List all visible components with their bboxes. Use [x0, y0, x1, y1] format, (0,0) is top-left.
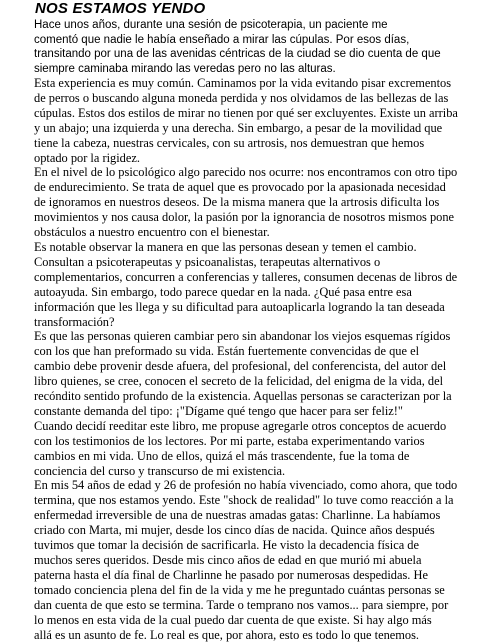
body-line: termina, que nos estamos yendo. Este "shock de realidad" lo tuve como reacción a la [34, 493, 454, 508]
body-line: paterna hasta el día final de Charlinne he pasado por numerosas despedidas. He [34, 567, 428, 582]
document-title: NOS ESTAMOS YENDO [35, 0, 206, 17]
body-line: conciencia del curso y transcurso de mi existencia. [34, 463, 286, 478]
body-line: transformación? [34, 314, 115, 329]
body-line: Es que las personas quieren cambiar pero sin abandonar los viejos esquemas rígidos [34, 329, 451, 344]
body-line: enfermedad irreversible de una de nuestras amadas gatas: Charlinne. La habíamos [34, 508, 441, 523]
body-line: información que les llega y su dificultad para autoaplicarla logrando la tan deseada [34, 299, 445, 314]
body-line: de perros o buscando alguna moneda perdida y nos olvidamos de las bellezas de las [34, 90, 449, 105]
body-line: muchos seres queridos. Desde mis cinco años de edad en que murió mi abuela [34, 553, 422, 567]
body-line: tomado conciencia plena del fin de la vida y me he preguntado cuántas personas se [34, 582, 445, 597]
body-line: libro quienes, se cree, conocen el secreto de la felicidad, del enigma de la vida, del [34, 374, 444, 389]
body-line: con los que han preformado su vida. Están fuertemente convencidas de que el [34, 344, 420, 359]
body-line: movimientos y nos causa dolor, la pasión por la ignorancia de nosotros mismos pone [34, 210, 455, 225]
body-line: dan cuenta de que esto se termina. Tarde o temprano nos vamos... para siempre, por [34, 597, 449, 612]
intro-paragraph [34, 18, 482, 76]
body-line: Esta experiencia es muy común. Caminamos por la vida evitando pisar excrementos [34, 76, 452, 90]
body-line: con los testimonios de los lectores. Por mi parte, estaba experimentando varios [34, 433, 425, 448]
body-line: optado por la rigidez. [34, 150, 140, 165]
body-line: lo menos en esta vida de la cual puedo dar cuenta de que existe. Si hay algo más [34, 612, 432, 627]
body-line: cambios en mi vida. Uno de ellos, quizá el más trascendente, fue la toma de [34, 448, 410, 463]
intro-line: siempre caminaba mirando las veredas pero no las alturas. [34, 62, 336, 75]
body-line: En el nivel de lo psicológico algo parecido nos ocurre: nos encontramos con otro tipo [34, 165, 458, 180]
body-line: tiene la cabeza, nuestras cervicales, con su artrosis, nos demuestran que hemos [34, 135, 425, 150]
body-line: constante demanda del tipo: ¡"Dígame qué tengo que hacer para ser feliz!" [34, 403, 403, 418]
body-line: de endurecimiento. Se trata de aquel que es provocado por la apasionada necesidad [34, 180, 446, 195]
body-line: cambio debe provenir desde afuera, del profesional, del conferencista, del autor del [34, 359, 447, 374]
body-line: allá es un asunto de fe. Lo real es que, por ahora, esto es todo lo que tenemos. [34, 627, 420, 642]
body-line: autoayuda. Sin embargo, todo parece quedar en la nada. ¿Qué pasa entre esa [34, 284, 412, 299]
intro-line: Hace unos años, durante una sesión de psicoterapia, un paciente me [34, 19, 388, 31]
body-line: y un abajo; una izquierda y una derecha. Sin embargo, a pesar de la movilidad que [34, 120, 443, 135]
intro-line: transitando por una de las avenidas céntricas de la ciudad se dio cuenta de que [34, 48, 441, 60]
body-line: Consultan a psicoterapeutas y psicoanalistas, terapeutas alternativos o [34, 254, 381, 269]
intro-line: comentó que nadie le había enseñado a mirar las cúpulas. Por esos días, [34, 33, 410, 46]
body-line: criado con Marta, mi mujer, desde los cinco días de nacida. Quince años después [34, 523, 435, 538]
body-line: Cuando decidí reeditar este libro, me propuse agregarle otros conceptos de acuerdo [34, 418, 447, 433]
body-line: Es notable observar la manera en que las personas desean y temen el cambio. [34, 239, 417, 254]
body-text [34, 76, 482, 642]
body-line: complementarios, concurren a conferencias y talleres, consumen decenas de libros de [34, 269, 458, 284]
body-line: En mis 54 años de edad y 26 de profesión no había vivenciado, como ahora, que todo [34, 478, 458, 493]
body-line: cúpulas. Estos dos estilos de mirar no tienen por qué ser excluyentes. Existe un arriba [34, 105, 458, 120]
body-line: de ignoramos en nuestros deseos. De la misma manera que la artrosis dificulta los [34, 195, 440, 210]
document-page [34, 0, 482, 642]
body-line: obstáculos a nuestro encuentro con el bienestar. [34, 225, 270, 240]
body-line: tuvimos que tomar la decisión de sacrificarla. He visto la decadencia física de [34, 538, 419, 553]
body-line: recóndito sentido profundo de la existencia. Aquellas personas se caracterizan por la [34, 389, 452, 404]
